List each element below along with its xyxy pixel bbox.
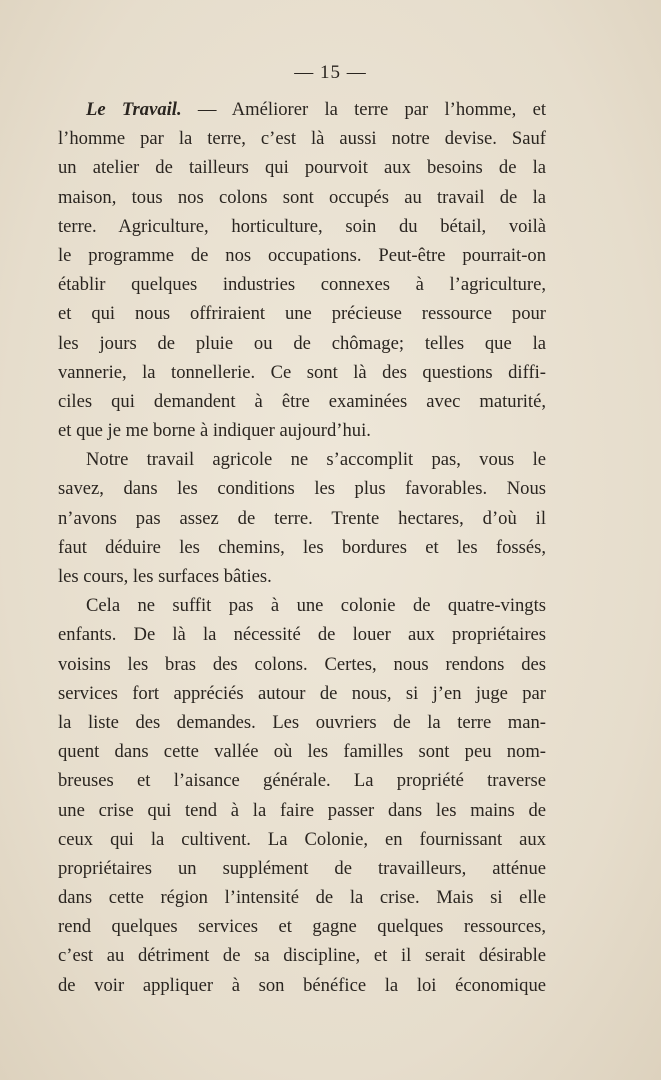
text-line: de voir appliquer à son bénéfice la loi économique — [58, 974, 546, 996]
section-heading: Le Travail. — [86, 99, 182, 120]
text-line: ciles qui demandent à être examinées avec maturité, — [58, 390, 546, 412]
text-line: l’homme par la terre, c’est là aussi notre devise. Sauf — [58, 128, 546, 150]
text-line: la liste des demandes. Les ouvriers de la terre man- — [58, 711, 546, 733]
text-line: services fort appréciés autour de nous, si j’en juge par — [58, 682, 546, 704]
text-line: c’est au détriment de sa discipline, et il serait désirable — [58, 945, 546, 967]
text-line-content: — Améliorer la terre par l’homme, et — [181, 99, 546, 120]
text-line: terre. Agriculture, horticulture, soin du bétail, voilà — [58, 215, 546, 237]
text-line: Cela ne suffit pas à une colonie de quatre-vingts — [86, 595, 546, 617]
text-line: ceux qui la cultivent. La Colonie, en fournissant aux — [58, 828, 546, 850]
text-line — [58, 95, 546, 124]
text-line: les cours, les surfaces bâties. — [58, 566, 272, 587]
text-line: établir quelques industries connexes à l’agriculture, — [58, 274, 546, 296]
text-line: vannerie, la tonnellerie. Ce sont là des questions diffi- — [58, 361, 546, 383]
text-line: voisins les bras des colons. Certes, nous rendons des — [58, 653, 546, 675]
text-line: breuses et l’aisance générale. La propriété traverse — [58, 770, 546, 792]
text-line: enfants. De là la nécessité de louer aux propriétaires — [58, 624, 546, 646]
text-line: et qui nous offriraient une précieuse ressource pour — [58, 303, 546, 325]
text-line: propriétaires un supplément de travailleurs, atténue — [58, 857, 546, 879]
text-line: quent dans cette vallée où les familles sont peu nom- — [58, 741, 546, 763]
text-line: rend quelques services et gagne quelques ressources, — [58, 916, 546, 938]
text-line: le programme de nos occupations. Peut-être pourrait-on — [58, 244, 546, 266]
page-number: — 15 — — [294, 62, 367, 83]
text-line: maison, tous nos colons sont occupés au travail de la — [58, 186, 546, 208]
text-line: dans cette région l’intensité de la crise. Mais si elle — [58, 887, 546, 909]
text-line: n’avons pas assez de terre. Trente hectares, d’où il — [58, 507, 546, 529]
text-line: Notre travail agricole ne s’accomplit pas, vous le — [86, 449, 546, 471]
text-line: une crise qui tend à la faire passer dans les mains de — [58, 799, 546, 821]
text-line: faut déduire les chemins, les bordures et les fossés, — [58, 536, 546, 558]
text-line: et que je me borne à indiquer aujourd’hui. — [58, 420, 371, 442]
text-line: savez, dans les conditions les plus favorables. Nous — [58, 478, 546, 500]
text-line: les jours de pluie ou de chômage; telles que la — [58, 332, 546, 354]
text-line: un atelier de tailleurs qui pourvoit aux besoins de la — [58, 157, 546, 179]
body-text — [58, 95, 546, 1000]
